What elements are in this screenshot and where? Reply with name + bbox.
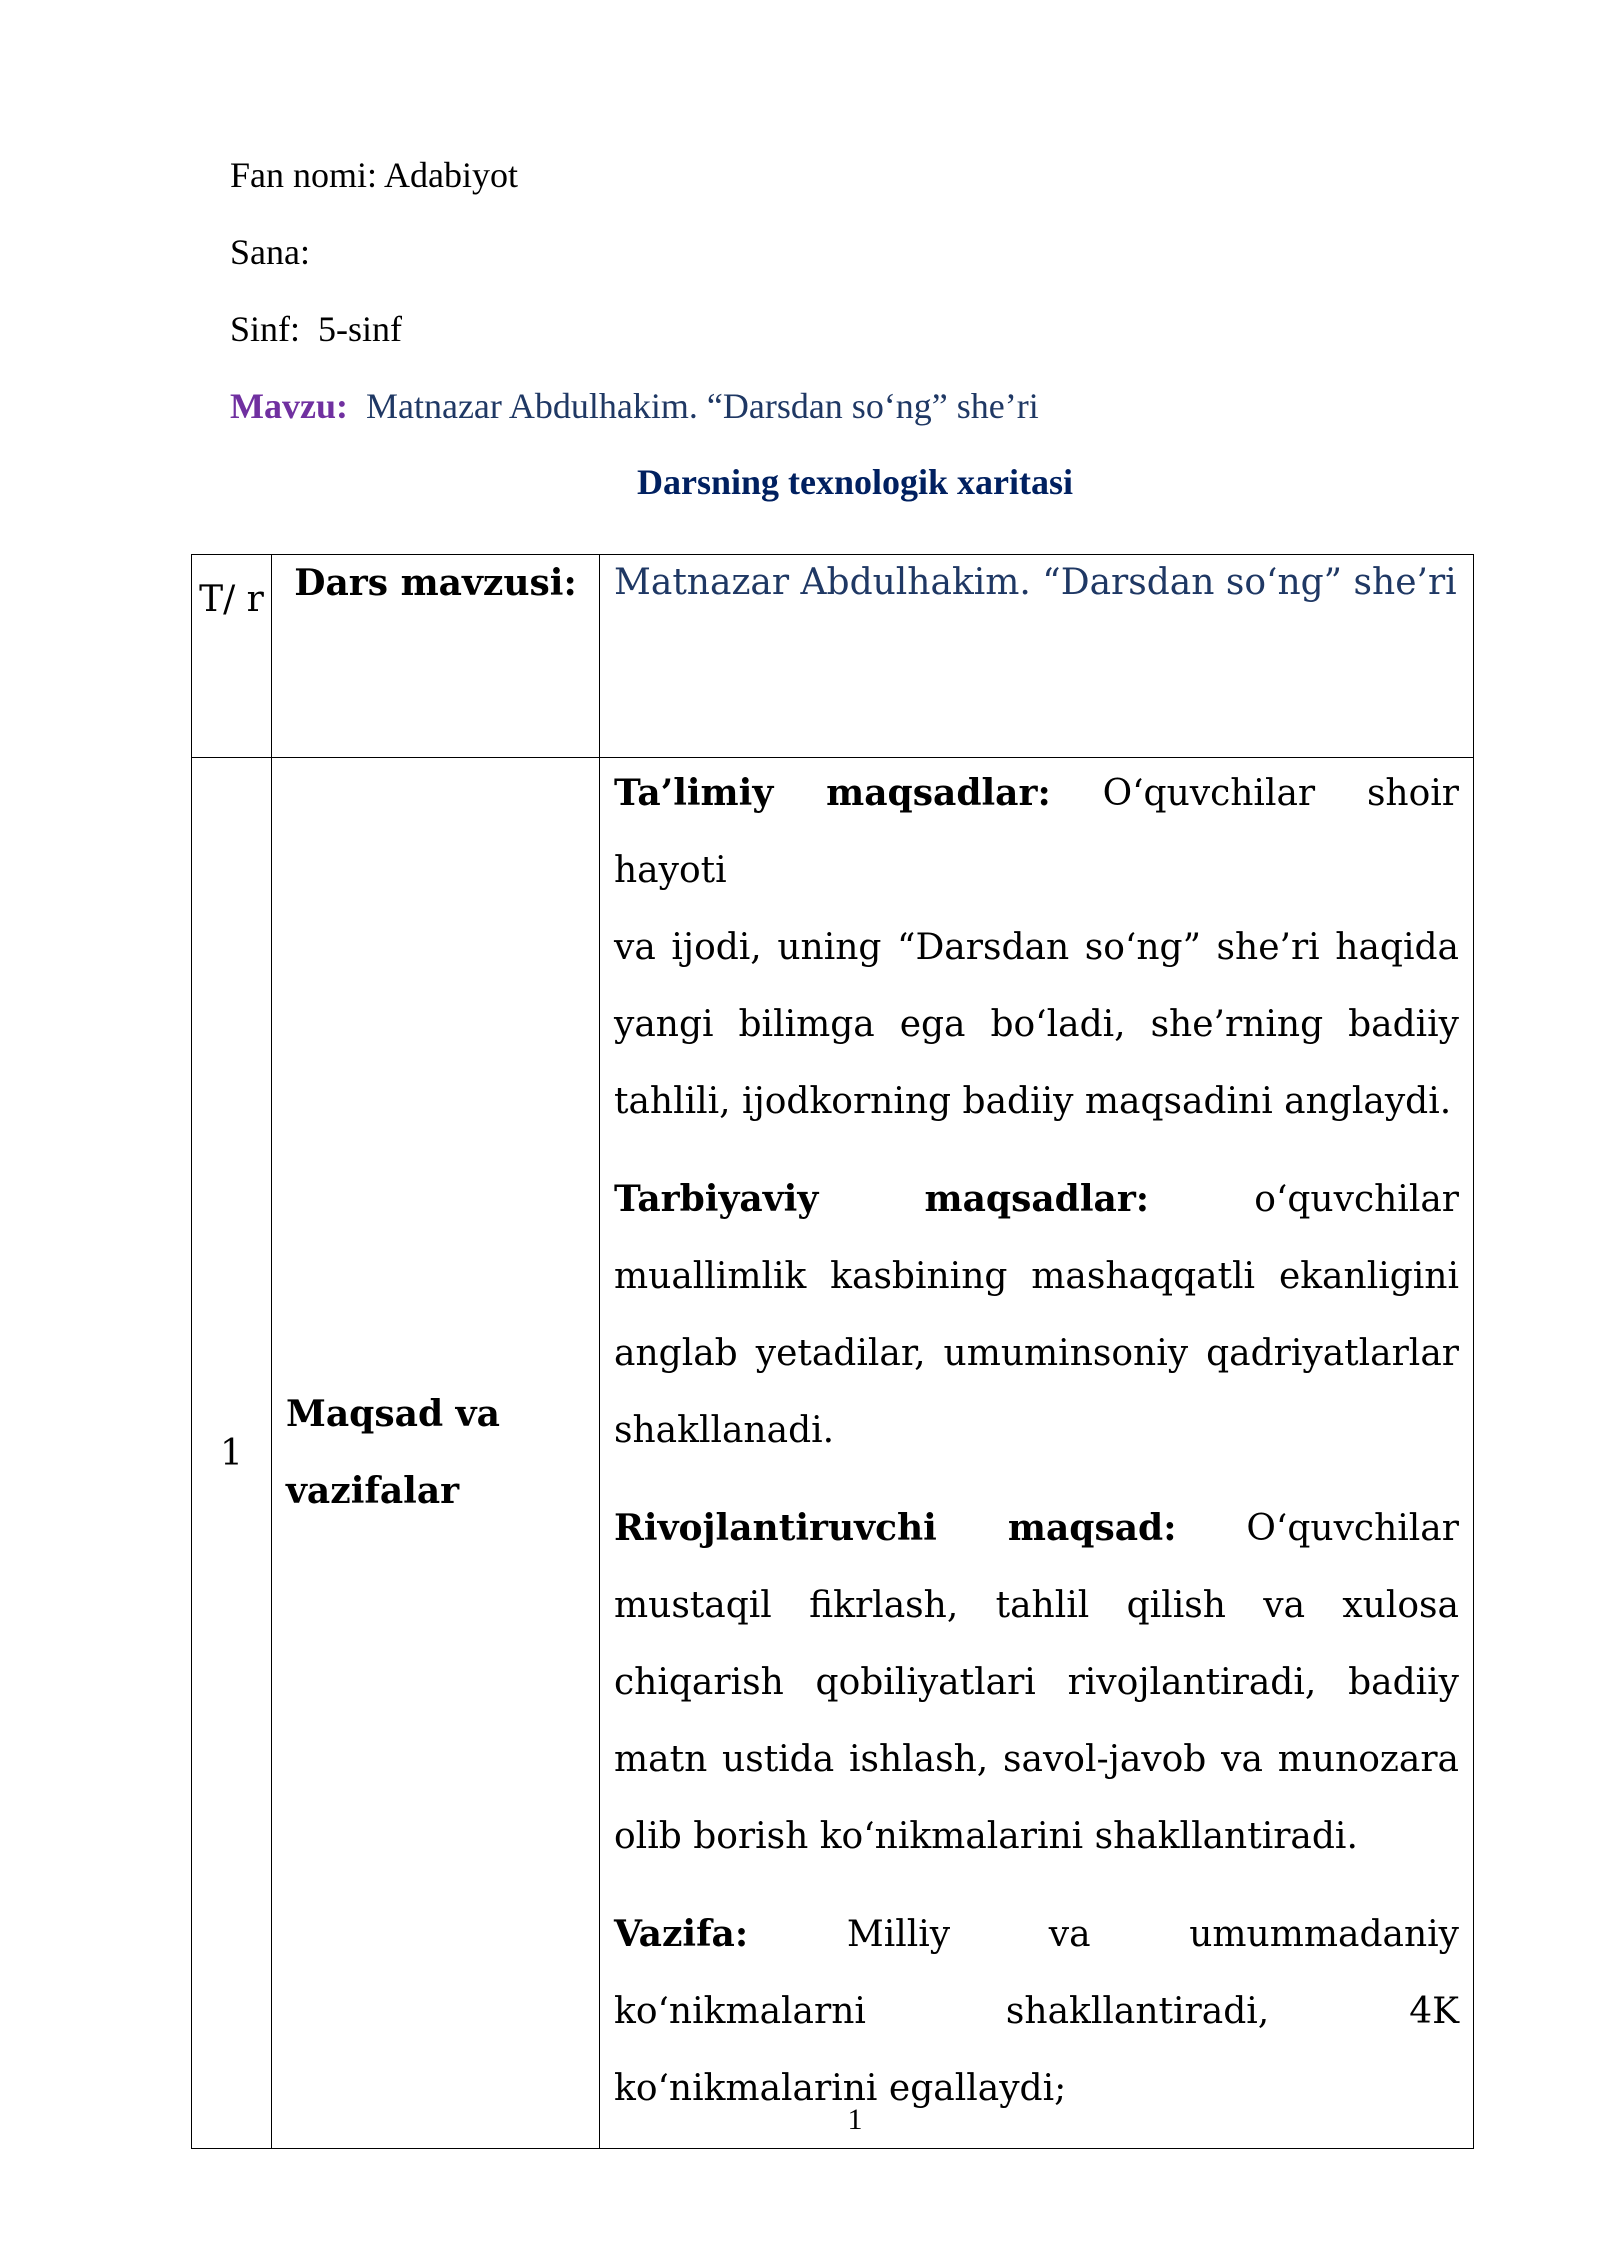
goal-text: O‘quvchilar	[1246, 1508, 1459, 1549]
row-number: 1	[192, 758, 272, 2149]
subject-value: Adabiyot	[384, 155, 519, 195]
class-line	[230, 309, 402, 349]
goal-text: olib borish ko‘nikmalarini shakllantiradi.	[614, 1816, 1358, 1857]
goal-line	[614, 986, 1459, 1063]
goal-block	[614, 1490, 1459, 1875]
goal-line	[614, 1490, 1459, 1567]
goal-text: Milliy va umummadaniy	[846, 1914, 1459, 1955]
goal-text: o‘quvchilar	[1254, 1179, 1459, 1220]
goal-line	[614, 1644, 1459, 1721]
goal-line	[614, 1798, 1459, 1875]
goal-label: Ta’limiy maqsadlar:	[614, 772, 1051, 814]
goal-text: ko‘nikmalarni shakllantiradi, 4K	[614, 1991, 1459, 2032]
goal-label: Rivojlantiruvchi maqsad:	[614, 1507, 1177, 1549]
goal-text: va ijodi, uning “Darsdan so‘ng” she’ri haqida	[614, 927, 1459, 968]
technology-map-table	[191, 554, 1474, 2149]
goal-line	[614, 1063, 1459, 1140]
document-heading: Darsning texnologik xaritasi	[636, 462, 1074, 502]
topic-label: Mavzu:	[230, 386, 348, 426]
row-label: Maqsad va vazifalar	[272, 758, 600, 2149]
goal-text: matn ustida ishlash, savol-javob va munozara	[614, 1739, 1459, 1780]
table-header-row	[192, 555, 1474, 758]
goal-text: shakllanadi.	[614, 1410, 835, 1451]
goal-block	[614, 1161, 1459, 1469]
goal-text: tahlili, ijodkorning badiiy maqsadini anglaydi.	[614, 1081, 1452, 1122]
subject-label: Fan nomi:	[230, 155, 378, 195]
header-cell-number	[192, 555, 272, 758]
goal-line	[614, 1896, 1459, 1973]
goal-block	[614, 755, 1459, 1140]
subject-line	[230, 155, 518, 195]
goal-text: anglab yetadilar, umuminsoniy qadriyatlarlar	[614, 1333, 1459, 1374]
topic-value: Matnazar Abdulhakim. “Darsdan so‘ng” she’ri	[365, 386, 1039, 426]
goal-text: ko‘nikmalarini egallaydi;	[614, 2068, 1067, 2109]
header-number-label: T/ r	[199, 579, 264, 620]
goal-label: Vazifa:	[614, 1913, 749, 1955]
row-goals	[600, 758, 1474, 2149]
goal-label: Tarbiyaviy maqsadlar:	[614, 1178, 1150, 1220]
goal-line	[614, 755, 1459, 909]
goal-text: O‘quvchilar shoir hayoti	[614, 773, 1459, 891]
topic-line	[230, 386, 1039, 426]
goal-block	[614, 1896, 1459, 2127]
class-label: Sinf:	[230, 309, 301, 349]
goal-line	[614, 1973, 1459, 2050]
goal-text: mustaqil fikrlash, tahlil qilish va xulosa	[614, 1585, 1459, 1626]
goal-line	[614, 1161, 1459, 1238]
table-row	[192, 758, 1474, 2149]
date-line	[230, 232, 310, 272]
goal-text: muallimlik kasbining mashaqqatli ekanligini	[614, 1256, 1459, 1297]
goal-line	[614, 1567, 1459, 1644]
header-cell-topic-label: Dars mavzusi:	[272, 555, 600, 758]
goal-line	[614, 1721, 1459, 1798]
date-label: Sana:	[230, 232, 310, 272]
goal-line	[614, 1315, 1459, 1392]
goal-line	[614, 909, 1459, 986]
goal-line	[614, 1392, 1459, 1469]
header-cell-topic-value: Matnazar Abdulhakim. “Darsdan so‘ng” she’ri	[600, 555, 1474, 758]
goal-text: chiqarish qobiliyatlari rivojlantiradi, badiiy	[614, 1662, 1459, 1703]
header-number-text	[192, 555, 271, 645]
page-number: 1	[847, 2103, 863, 2136]
goal-text: yangi bilimga ega bo‘ladi, she’rning badiiy	[614, 1004, 1459, 1045]
class-value: 5-sinf	[318, 309, 403, 349]
goal-line	[614, 1238, 1459, 1315]
goals-list	[614, 755, 1459, 2127]
